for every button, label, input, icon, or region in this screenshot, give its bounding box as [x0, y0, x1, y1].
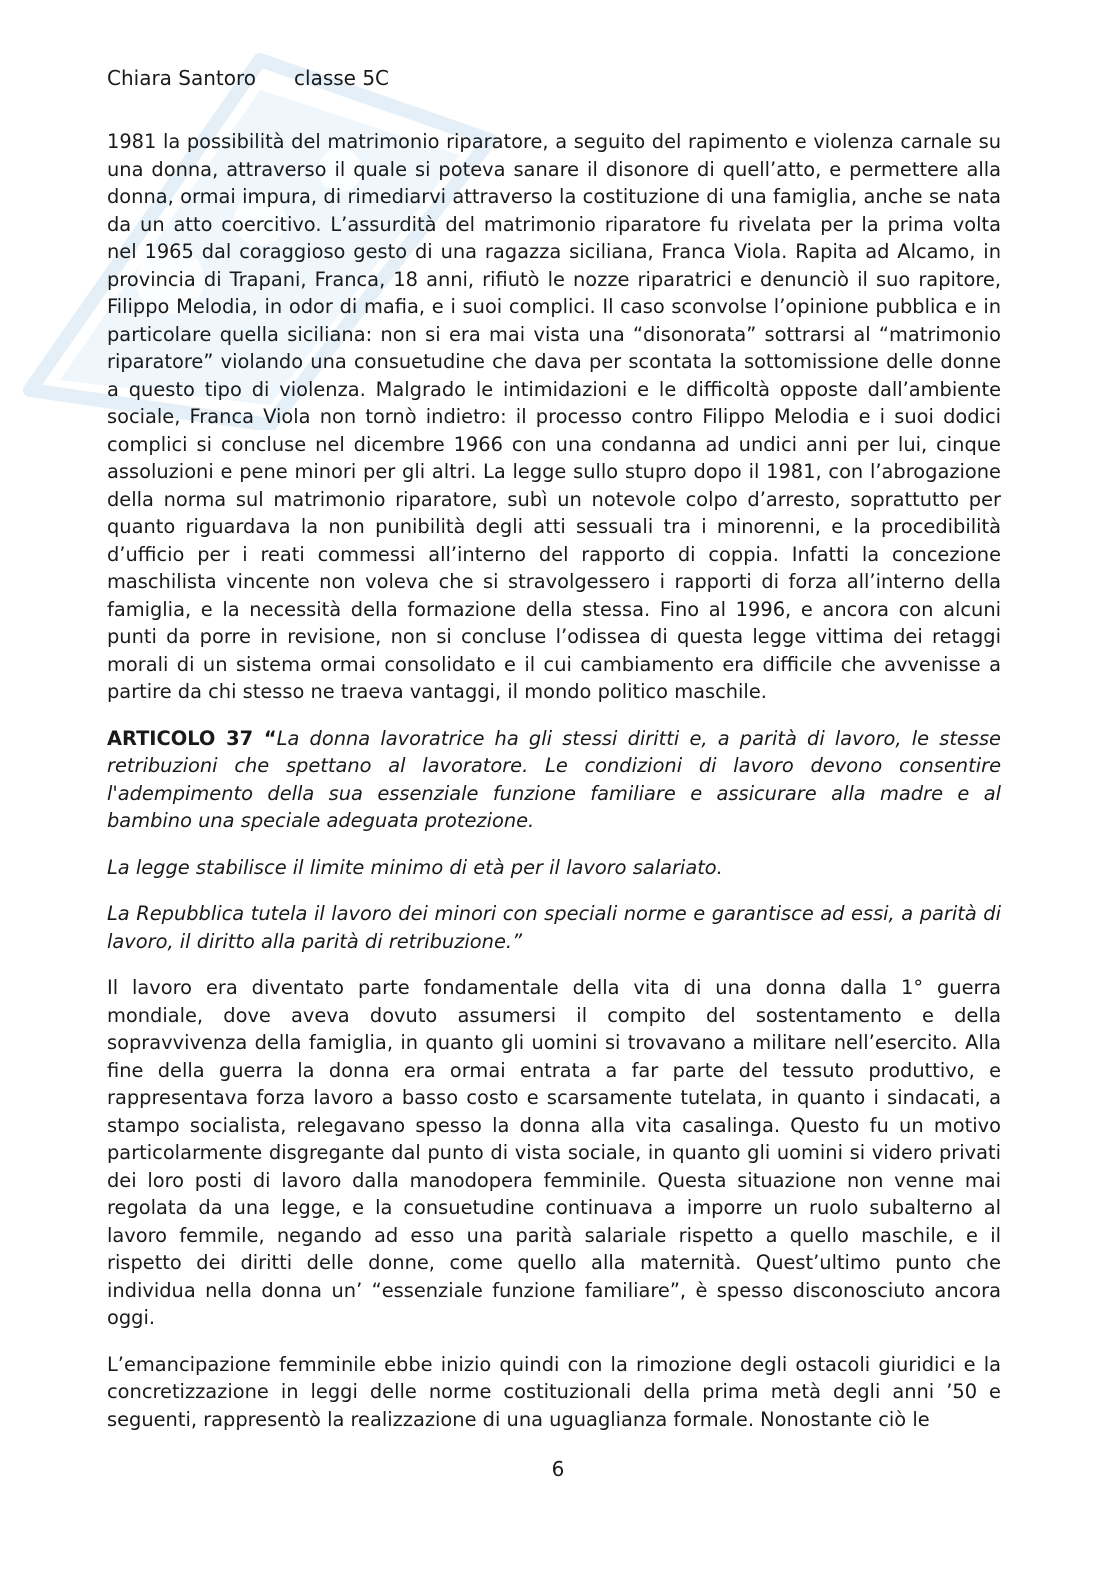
- paragraph-emancipation: L’emancipazione femminile ebbe inizio quindi con la rimozione degli ostacoli giuridici e la concretizzazione in leggi delle norme costituzionali della prima metà degli anni ’50 e seguenti, rappresentò la realizzazione di una uguaglianza formale. Nonostante ciò le: [107, 1352, 1001, 1431]
- article-text: La donna lavoratrice ha gli stessi diritti e, a parità di lavoro, le stesse retribuzioni che spettano al lavoratore. Le condizioni di lavoro devono consentire l'adempimento della sua essenziale funzione familiare e assicurare alla madre e al bambino una speciale adeguata protezione.: [107, 726, 1001, 832]
- article-heading: ARTICOLO 37 “: [107, 726, 277, 750]
- paragraph-women-labour: Il lavoro era diventato parte fondamentale della vita di una donna dalla 1° guerra mondiale, dove aveva dovuto assumersi il compito del sostentamento e della sopravvivenza della famiglia, in quanto gli uomini si trovavano a militare nell’esercito. Alla fine della guerra la donna era ormai entrata a far parte del tessuto produttivo, e rappresentava forza lavoro a basso costo e scarsamente tutelata, in quanto i sindacati, a stampo socialista, relegavano spesso la donna alla vita casalinga. Questo fu un motivo particolarmente disgregante dal punto di vista sociale, in quanto gli uomini si videro privati dei loro posti di lavoro dalla manodopera femminile. Questa situazione non venne mai regolata da una legge, e la consuetudine continuava a imporre un ruolo subalterno al lavoro femmile, negando ad esso una parità salariale rispetto a quello maschile, e il rispetto dei diritti delle donne, come quello alla maternità. Quest’ultimo punto che individua nella donna un’ “essenziale funzione familiare”, è spesso disconosciuto ancora oggi.: [107, 976, 1001, 1329]
- document-header: [107, 64, 389, 92]
- article-37-paragraph-2: La legge stabilisce il limite minimo di età per il lavoro salariato.: [107, 855, 723, 879]
- paragraph-rape-law: 1981 la possibilità del matrimonio riparatore, a seguito del rapimento e violenza carnale su una donna, attraverso il quale si poteva sanare il disonore di quell’atto, e permettere alla donna, ormai impura, di rimediarvi attraverso la costituzione di una famiglia, anche se nata da un atto coercitivo. L’assurdità del matrimonio riparatore fu rivelata per la prima volta nel 1965 dal coraggioso gesto di una ragazza siciliana, Franca Viola. Rapita ad Alcamo, in provincia di Trapani, Franca, 18 anni, rifiutò le nozze riparatrici e denunciò il suo rapitore, Filippo Melodia, in odor di mafia, e i suoi complici. Il caso sconvolse l’opinione pubblica e in particolare quella siciliana: non si era mai vista una “disonorata” sottrarsi al “matrimonio riparatore” violando una consuetudine che dava per scontata la sottomissione delle donne a questo tipo di violenza. Malgrado le intimidazioni e le difficoltà opposte dall’ambiente sociale, Franca Viola non tornò indietro: il processo contro Filippo Melodia e i suoi dodici complici si concluse nel dicembre 1966 con una condanna ad undici anni per lui, cinque assoluzioni e pene minori per gli altri. La legge sullo stupro dopo il 1981, con l’abrogazione della norma sul matrimonio riparatore, subì un notevole colpo d’arresto, soprattutto per quanto riguardava la non punibilità degli atti sessuali tra i minorenni, e la procedibilità d’ufficio per i reati commessi all’interno del rapporto di coppia. Infatti la concezione maschilista vincente non voleva che si stravolgessero i rapporti di forza all’interno della famiglia, e la necessità della formazione della stessa. Fino al 1996, e ancora con alcuni punti da porre in revisione, non si concluse l’odissea di questa legge vittima dei retaggi morali di un sistema ormai consolidato e il cui cambiamento era difficile che avvenisse a partire da chi stesso ne traeva vantaggi, il mondo politico maschile.: [107, 130, 1001, 703]
- document-body: [107, 128, 1001, 1433]
- article-37-paragraph-3: La Repubblica tutela il lavoro dei minori con speciali norme e garantisce ad essi, a parità di lavoro, il diritto alla parità di retribuzione.”: [107, 902, 1001, 953]
- author-name: Chiara Santoro: [107, 66, 257, 90]
- class-label: classe 5C: [294, 66, 390, 90]
- page-number: 6: [551, 1457, 565, 1481]
- article-37-paragraph-1: [107, 725, 1001, 835]
